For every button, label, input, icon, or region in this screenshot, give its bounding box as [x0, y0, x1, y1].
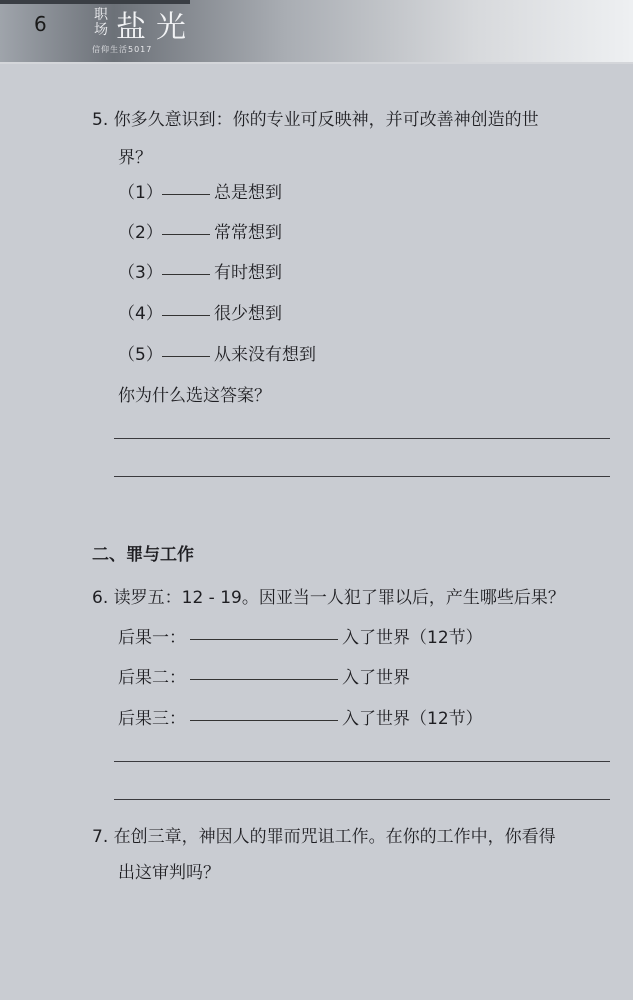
q7-text-line2: 出这审判吗？ — [118, 863, 220, 883]
logo-title: 盐光 — [116, 10, 196, 45]
q5-answer-line-1[interactable] — [114, 438, 610, 439]
answer-blank[interactable] — [162, 194, 210, 195]
q5-option-5 — [118, 340, 316, 365]
answer-blank[interactable] — [162, 234, 210, 235]
answer-blank[interactable] — [162, 315, 210, 316]
q6-consequence-1 — [118, 623, 483, 648]
answer-blank[interactable] — [190, 720, 338, 721]
q6-consequence-2 — [118, 663, 410, 688]
q5-option-2 — [118, 218, 282, 243]
q6-text: 6. 读罗五：12 - 19。因亚当一人犯了罪以后，产生哪些后果？ — [92, 588, 565, 608]
q5-option-4 — [118, 299, 282, 324]
q5-follow-up: 你为什么选这答案？ — [118, 386, 271, 406]
option-number: （4） — [118, 304, 163, 324]
consequence-suffix: 入了世界 — [342, 668, 410, 688]
option-number: （5） — [118, 345, 163, 365]
consequence-label: 后果一： — [118, 628, 186, 648]
page-number: 6 — [34, 12, 47, 36]
consequence-suffix: 入了世界（12节） — [342, 628, 483, 648]
consequence-suffix: 入了世界（12节） — [342, 709, 483, 729]
option-label: 从来没有想到 — [214, 345, 316, 365]
answer-blank[interactable] — [190, 639, 338, 640]
logo-subtitle: 信仰生活5017 — [92, 45, 153, 54]
q5-text-line2: 界？ — [118, 148, 152, 168]
option-label: 有时想到 — [214, 263, 282, 283]
answer-blank[interactable] — [190, 679, 338, 680]
option-number: （2） — [118, 223, 163, 243]
consequence-label: 后果三： — [118, 709, 186, 729]
option-label: 很少想到 — [214, 304, 282, 324]
q5-answer-line-2[interactable] — [114, 476, 610, 477]
q7-text-line1: 7. 在创三章，神因人的罪而咒诅工作。在你的工作中，你看得 — [92, 827, 556, 847]
q6-answer-line-1[interactable] — [114, 761, 610, 762]
q5-option-1 — [118, 178, 282, 203]
answer-blank[interactable] — [162, 274, 210, 275]
q6-answer-line-2[interactable] — [114, 799, 610, 800]
logo-small-text: 职场 — [94, 7, 108, 38]
q6-consequence-3 — [118, 704, 483, 729]
option-label: 总是想到 — [214, 183, 282, 203]
consequence-label: 后果二： — [118, 668, 186, 688]
option-number: （1） — [118, 183, 163, 203]
q5-text-line1: 5. 你多久意识到：你的专业可反映神，并可改善神创造的世 — [92, 110, 539, 130]
option-label: 常常想到 — [214, 223, 282, 243]
answer-blank[interactable] — [162, 356, 210, 357]
section-heading: 二、罪与工作 — [92, 545, 194, 565]
option-number: （3） — [118, 263, 163, 283]
q5-option-3 — [118, 258, 282, 283]
